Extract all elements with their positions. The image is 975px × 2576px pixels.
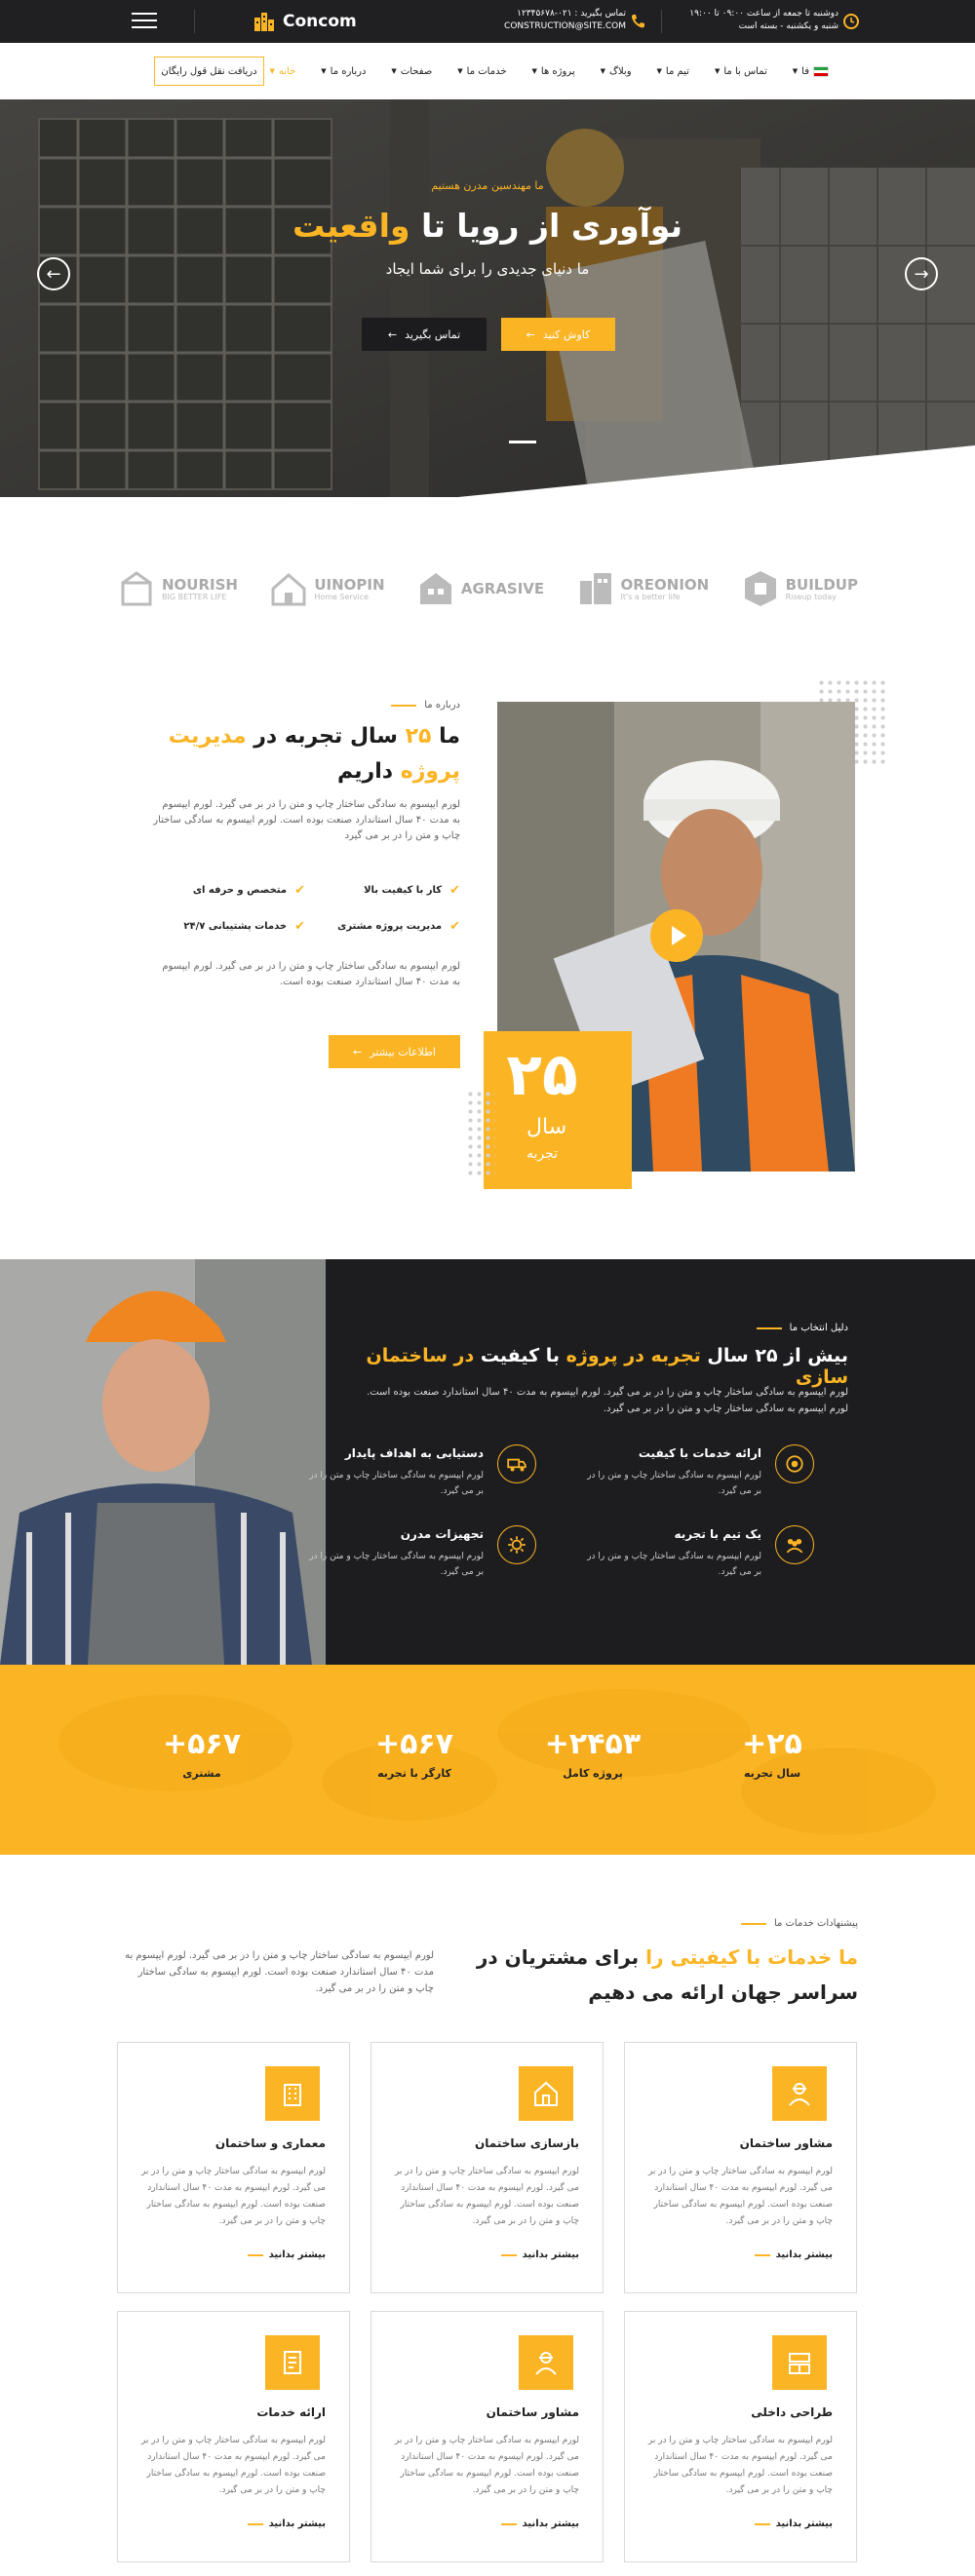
nav-item[interactable] bbox=[657, 66, 689, 77]
about-title-part: داریم bbox=[337, 759, 394, 784]
feature-title: دستیابی به اهداف پایدار bbox=[344, 1446, 484, 1460]
nav-item[interactable] bbox=[601, 66, 632, 77]
experience-label-years: سال bbox=[526, 1115, 567, 1139]
partner-name: AGRASIVE bbox=[460, 580, 545, 597]
arrow-left-icon: ← bbox=[46, 263, 61, 285]
nav-item-label: خدمات ما bbox=[466, 65, 507, 77]
service-title: ارائه خدمات bbox=[256, 2405, 326, 2419]
services-title-part: برای مشتریان در سراسر جهان ارائه می دهیم bbox=[476, 1945, 858, 2004]
learn-more-label: بیشتر بدانید bbox=[522, 2249, 579, 2260]
chevron-down-icon: ▼ bbox=[457, 67, 463, 75]
check-icon: ✔ bbox=[449, 883, 460, 898]
learn-more-label: بیشتر بدانید bbox=[775, 2249, 833, 2260]
menu-list bbox=[270, 43, 830, 99]
feature-title: ارائه خدمات با کیفیت bbox=[638, 1446, 761, 1460]
feature-description: لورم ایپسوم به سادگی ساختار چاپ و متن را در بر می گیرد. bbox=[309, 1552, 484, 1577]
about-tag bbox=[391, 700, 460, 711]
service-description: لورم ایپسوم به سادگی ساختار چاپ و متن را در بر می گیرد. لورم ایپسوم به مدت ۴۰ سال استاندارد صنعت بوده است. لورم ایپسوم به سادگی ساختار چاپ و متن را در بر می گیرد. bbox=[140, 2167, 326, 2226]
nav-item-label: صفحات bbox=[400, 65, 433, 77]
partner-logo[interactable] bbox=[576, 569, 710, 608]
learn-more-link[interactable] bbox=[501, 2518, 579, 2529]
stat-item bbox=[124, 1727, 280, 1780]
iran-flag-icon bbox=[813, 66, 829, 77]
why-paragraph: لورم ایپسوم به سادگی ساختار چاپ و متن را در بر می گیرد. لورم ایپسوم به مدت ۴۰ سال استاندارد صنعت بوده است. لورم ایپسوم به سادگی ساختار چاپ و متن را در بر می گیرد. bbox=[367, 1387, 848, 1414]
nav-item[interactable] bbox=[321, 66, 366, 77]
checklist-label: خدمات پشتیبانی ۲۴/۷ bbox=[183, 921, 288, 932]
feature-item bbox=[292, 1525, 536, 1594]
about-title-part: ما bbox=[431, 724, 460, 749]
partner-icon bbox=[741, 569, 780, 608]
partner-logo[interactable] bbox=[269, 569, 384, 608]
arrow-left-icon: ← bbox=[353, 1045, 363, 1058]
about-title bbox=[168, 719, 460, 789]
nav-item[interactable] bbox=[391, 66, 432, 77]
stat-item bbox=[694, 1727, 850, 1780]
feature-item bbox=[570, 1525, 814, 1594]
why-title-highlight: در ساختمان سازی bbox=[366, 1345, 848, 1388]
experience-label: تجربه bbox=[526, 1146, 559, 1162]
partner-name: BUILDUP bbox=[785, 575, 858, 594]
learn-more-link[interactable] bbox=[248, 2518, 326, 2529]
menu-icon[interactable] bbox=[132, 13, 157, 30]
learn-more-label: بیشتر بدانید bbox=[268, 2518, 326, 2529]
engineer-icon bbox=[519, 2335, 573, 2390]
phone-text[interactable]: تماس بگیرید : ۰۲۱-۱۲۳۴۵۶۷۸ bbox=[517, 9, 626, 19]
chevron-down-icon: ▼ bbox=[269, 67, 275, 75]
explore-button-label: کاوش کنید bbox=[542, 327, 591, 341]
nav-item-label: وبلاگ bbox=[609, 65, 632, 77]
partner-icon bbox=[117, 569, 156, 608]
building-logo-icon bbox=[254, 12, 275, 31]
stat-number: +۲۴۵۳ bbox=[544, 1727, 642, 1761]
stat-label: کارگر با تجربه bbox=[377, 1767, 451, 1780]
arrow-left-icon: ← bbox=[526, 327, 535, 341]
nav-item[interactable] bbox=[270, 66, 296, 77]
underline bbox=[248, 2254, 263, 2256]
chevron-down-icon: ▼ bbox=[321, 67, 327, 75]
nav-item-label: فا bbox=[801, 65, 809, 77]
tag-line bbox=[391, 705, 416, 707]
divider bbox=[661, 10, 662, 33]
gear-icon bbox=[497, 1525, 536, 1564]
checklist-item bbox=[305, 919, 460, 934]
partner-logo[interactable] bbox=[117, 569, 238, 608]
underline bbox=[755, 2523, 770, 2525]
service-title: مشاور ساختمان bbox=[486, 2405, 579, 2419]
check-icon: ✔ bbox=[449, 919, 460, 934]
services-title bbox=[448, 1940, 858, 2010]
feature-item bbox=[292, 1444, 536, 1513]
truck-icon bbox=[497, 1444, 536, 1483]
partner-logo[interactable] bbox=[416, 569, 544, 608]
nav-item[interactable] bbox=[532, 66, 575, 77]
stat-label: پروژه کامل bbox=[563, 1767, 623, 1780]
chevron-down-icon: ▼ bbox=[531, 67, 537, 75]
service-card[interactable] bbox=[624, 2042, 857, 2293]
more-info-button[interactable] bbox=[329, 1035, 460, 1068]
clock-icon bbox=[842, 13, 860, 30]
hero-title-text: نوآوری از رویا تا bbox=[410, 207, 682, 245]
partner-icon bbox=[416, 569, 455, 608]
service-description: لورم ایپسوم به سادگی ساختار چاپ و متن را در بر می گیرد. لورم ایپسوم به مدت ۴۰ سال استاندارد صنعت بوده است. لورم ایپسوم به سادگی ساختار چاپ و متن را در بر می گیرد. bbox=[647, 2167, 833, 2226]
learn-more-label: بیشتر بدانید bbox=[775, 2518, 833, 2529]
partner-logo[interactable] bbox=[741, 569, 858, 608]
video-play-button[interactable] bbox=[650, 909, 703, 962]
service-title: بازسازی ساختمان bbox=[475, 2136, 579, 2150]
about-title-number: ۲۵ bbox=[405, 724, 432, 749]
top-bar bbox=[0, 0, 975, 43]
why-title-highlight: تجربه در پروژه bbox=[566, 1345, 701, 1366]
learn-more-link[interactable] bbox=[755, 2249, 833, 2260]
nav-item-label: تماس با ما bbox=[723, 65, 767, 77]
hero-title-highlight: واقعیت bbox=[292, 207, 410, 245]
services-tag-label: پیشنهادات خدمات ما bbox=[773, 1918, 858, 1929]
about-title-highlight: مدیریت پروژه bbox=[168, 724, 460, 784]
stat-number: +۵۶۷ bbox=[162, 1727, 242, 1761]
target-icon bbox=[775, 1444, 814, 1483]
feature-title: یک تیم با تجربه bbox=[674, 1527, 761, 1541]
about-paragraph: لورم ایپسوم به سادگی ساختار چاپ و متن را در بر می گیرد. لورم ایپسوم به مدت ۴۰ سال استاندارد صنعت بوده است. لورم ایپسوم به سادگی ساختار چاپ و متن را در بر می گیرد bbox=[153, 799, 460, 841]
brand-logo[interactable] bbox=[254, 10, 357, 33]
nav-item[interactable] bbox=[457, 66, 506, 77]
check-icon: ✔ bbox=[294, 919, 305, 934]
arrow-right-icon: → bbox=[914, 263, 929, 285]
service-card[interactable] bbox=[370, 2311, 604, 2562]
play-icon bbox=[672, 926, 686, 945]
partner-icon bbox=[269, 569, 308, 608]
check-icon: ✔ bbox=[294, 883, 305, 898]
partner-tagline: It's a better life bbox=[620, 592, 681, 601]
feature-description: لورم ایپسوم به سادگی ساختار چاپ و متن را در بر می گیرد. bbox=[587, 1471, 761, 1496]
document-icon bbox=[265, 2335, 320, 2390]
checklist-label: مدیریت پروژه مشتری bbox=[337, 921, 443, 932]
stat-label: مشتری bbox=[182, 1767, 221, 1780]
about-paragraph-2: لورم ایپسوم به سادگی ساختار چاپ و متن را در بر می گیرد. لورم ایپسوم به مدت ۴۰ سال استاندارد صنعت بوده است. bbox=[162, 961, 460, 987]
nav-item-label: پروژه ها bbox=[540, 65, 575, 77]
nav-item-label: خانه bbox=[278, 65, 296, 77]
chevron-down-icon: ▼ bbox=[600, 67, 605, 75]
building-icon bbox=[265, 2066, 320, 2121]
experience-badge bbox=[484, 1031, 632, 1189]
phone-icon bbox=[629, 13, 646, 30]
underline bbox=[248, 2523, 263, 2525]
hero-description: ما دنیای جدیدی را برای شما ایجاد bbox=[385, 260, 590, 278]
learn-more-label: بیشتر بدانید bbox=[522, 2518, 579, 2529]
checklist-label: متخصص و حرفه ای bbox=[192, 885, 288, 896]
about-checklist bbox=[150, 883, 460, 934]
partners-strip bbox=[117, 563, 858, 614]
feature-title: تجهیزات مدرن bbox=[400, 1527, 484, 1541]
stat-label: سال تجربه bbox=[743, 1767, 801, 1780]
main-nav bbox=[0, 43, 975, 99]
feature-description: لورم ایپسوم به سادگی ساختار چاپ و متن را در بر می گیرد. bbox=[309, 1471, 484, 1496]
nav-item[interactable] bbox=[793, 66, 829, 77]
stat-number: +۵۶۷ bbox=[374, 1727, 454, 1761]
engineer-icon bbox=[772, 2066, 827, 2121]
service-description: لورم ایپسوم به سادگی ساختار چاپ و متن را در بر می گیرد. لورم ایپسوم به مدت ۴۰ سال استاندارد صنعت بوده است. لورم ایپسوم به سادگی ساختار چاپ و متن را در بر می گیرد. bbox=[394, 2436, 579, 2495]
partner-tagline: Riseup today bbox=[785, 592, 837, 601]
contact-button-label: تماس بگیرید bbox=[405, 327, 461, 341]
checklist-item bbox=[305, 883, 460, 898]
why-tag bbox=[757, 1323, 848, 1333]
experience-number: ۲۵ bbox=[506, 1041, 578, 1109]
services-paragraph: لورم ایپسوم به سادگی ساختار چاپ و متن را در بر می گیرد. لورم ایپسوم به مدت ۴۰ سال استاندارد صنعت بوده است. لورم ایپسوم به سادگی ساختار چاپ و متن را در بر می گیرد. bbox=[125, 1950, 434, 1994]
stat-item bbox=[336, 1727, 492, 1780]
about-tag-label: درباره ما bbox=[424, 700, 460, 711]
hours-info bbox=[689, 8, 838, 33]
email-text[interactable]: CONSTRUCTION@SITE.COM bbox=[504, 21, 626, 31]
nav-item-label: درباره ما bbox=[330, 65, 367, 77]
partner-name: OREONION bbox=[620, 575, 710, 594]
tag-line bbox=[757, 1327, 782, 1329]
nav-item[interactable] bbox=[715, 66, 767, 77]
more-info-label: اطلاعات بیشتر bbox=[370, 1045, 436, 1058]
why-title-part: با کیفیت bbox=[474, 1345, 566, 1366]
brand-name: Concom bbox=[283, 12, 357, 31]
service-description: لورم ایپسوم به سادگی ساختار چاپ و متن را در بر می گیرد. لورم ایپسوم به مدت ۴۰ سال استاندارد صنعت بوده است. لورم ایپسوم به سادگی ساختار چاپ و متن را در بر می گیرد. bbox=[394, 2167, 579, 2226]
hero-subtitle: ما مهندسین مدرن هستیم bbox=[431, 179, 544, 192]
hours-weekend: شنبه و یکشنبه - بسته است bbox=[738, 21, 838, 31]
hours-weekday: دوشنبه تا جمعه از ساعت ۰۹:۰۰ تا ۱۹:۰۰ bbox=[689, 9, 838, 19]
underline bbox=[755, 2254, 770, 2256]
worker-portrait bbox=[0, 1259, 326, 1665]
nav-item-label: تیم ما bbox=[665, 65, 689, 77]
about-title-part: سال تجربه در bbox=[246, 724, 406, 749]
partner-icon bbox=[576, 569, 615, 608]
underline bbox=[501, 2254, 517, 2256]
service-title: مشاور ساختمان bbox=[739, 2136, 833, 2150]
service-card[interactable] bbox=[117, 2042, 350, 2293]
underline bbox=[501, 2523, 517, 2525]
services-title-highlight: ما خدمات با کیفیتی را bbox=[645, 1945, 858, 1969]
why-tag-label: دلیل انتخاب ما bbox=[789, 1323, 848, 1333]
partner-name: NOURISH bbox=[162, 575, 238, 594]
why-title bbox=[361, 1345, 848, 1388]
service-description: لورم ایپسوم به سادگی ساختار چاپ و متن را در بر می گیرد. لورم ایپسوم به مدت ۴۰ سال استاندارد صنعت بوده است. لورم ایپسوم به سادگی ساختار چاپ و متن را در بر می گیرد. bbox=[647, 2436, 833, 2495]
stat-item bbox=[515, 1727, 671, 1780]
partner-name: UINOPIN bbox=[314, 575, 385, 594]
stats-section bbox=[0, 1665, 975, 1855]
checklist-item bbox=[150, 883, 305, 898]
service-card[interactable] bbox=[370, 2042, 604, 2293]
feature-description: لورم ایپسوم به سادگی ساختار چاپ و متن را در بر می گیرد. bbox=[587, 1552, 761, 1577]
learn-more-link[interactable] bbox=[248, 2249, 326, 2260]
house-icon bbox=[519, 2066, 573, 2121]
free-quote-button[interactable]: دریافت نقل قول رایگان bbox=[154, 57, 264, 86]
learn-more-label: بیشتر بدانید bbox=[268, 2249, 326, 2260]
stat-number: +۲۵ bbox=[742, 1727, 802, 1761]
learn-more-link[interactable] bbox=[501, 2249, 579, 2260]
chevron-down-icon: ▼ bbox=[391, 67, 397, 75]
chevron-down-icon: ▼ bbox=[714, 67, 721, 75]
why-title-part: بیش از ۲۵ سال bbox=[700, 1345, 848, 1366]
tag-line bbox=[741, 1923, 766, 1925]
chevron-down-icon: ▼ bbox=[656, 67, 662, 75]
interior-icon bbox=[772, 2335, 827, 2390]
team-icon bbox=[775, 1525, 814, 1564]
partner-tagline: BIG BETTER LIFE bbox=[162, 592, 227, 601]
service-card[interactable] bbox=[117, 2311, 350, 2562]
divider bbox=[194, 10, 195, 33]
hero-slider bbox=[0, 99, 975, 497]
service-description: لورم ایپسوم به سادگی ساختار چاپ و متن را در بر می گیرد. لورم ایپسوم به مدت ۴۰ سال استاندارد صنعت بوده است. لورم ایپسوم به سادگی ساختار چاپ و متن را در بر می گیرد. bbox=[140, 2436, 326, 2495]
service-title: طراحی داخلی bbox=[751, 2405, 833, 2419]
service-title: معماری و ساختمان bbox=[214, 2136, 326, 2150]
services-tag bbox=[741, 1918, 858, 1929]
hero-slant-shape bbox=[0, 99, 975, 497]
dots-pattern bbox=[466, 1090, 495, 1177]
feature-item bbox=[570, 1444, 814, 1513]
service-card[interactable] bbox=[624, 2311, 857, 2562]
worker-portrait-image bbox=[0, 1259, 326, 1665]
checklist-label: کار با کیفیت بالا bbox=[364, 885, 443, 896]
partner-tagline: Home Service bbox=[314, 592, 370, 601]
chevron-down-icon: ▼ bbox=[792, 67, 799, 75]
learn-more-link[interactable] bbox=[755, 2518, 833, 2529]
arrow-left-icon: ← bbox=[387, 327, 398, 341]
contact-info bbox=[504, 8, 626, 33]
checklist-item bbox=[150, 919, 305, 934]
